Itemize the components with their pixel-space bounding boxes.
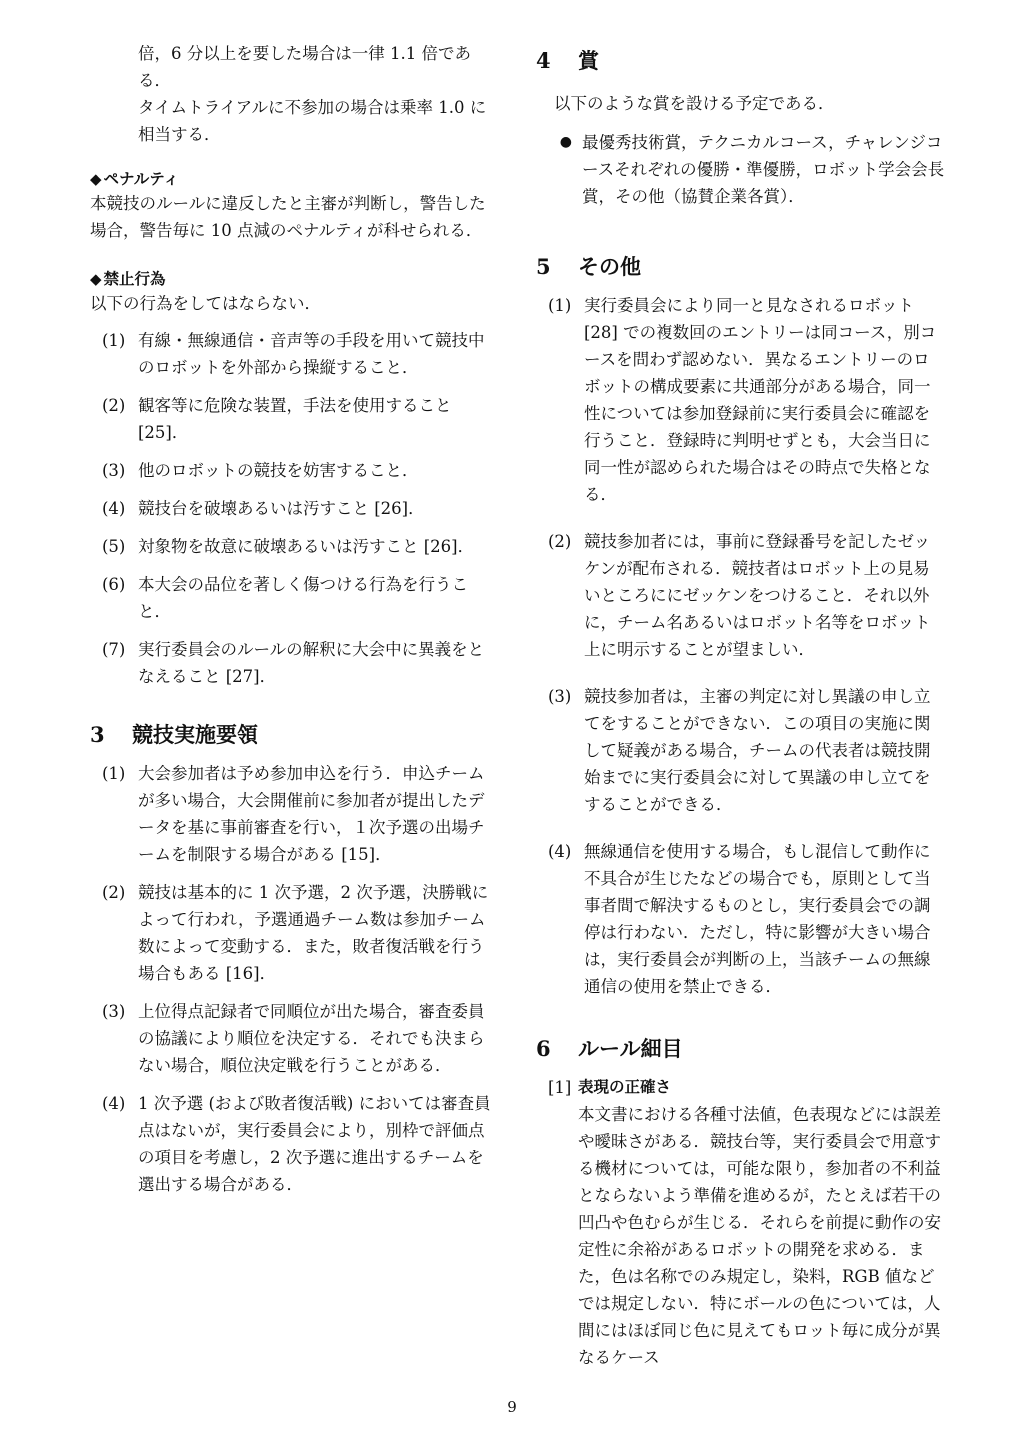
list-item: [536, 683, 946, 818]
item-number: (1): [548, 296, 572, 315]
bullet-text: 最優秀技術賞，テクニカルコース，チャレンジコースそれぞれの優勝・準優勝，ロボット学会会長賞，その他（協賛企業各賞）．: [582, 133, 945, 206]
item-text: 競技台を破壊あるいは汚すこと [26]．: [138, 499, 425, 518]
section-number: 4: [536, 48, 551, 73]
section-title: その他: [578, 255, 641, 279]
list-item: [536, 528, 946, 663]
continuation-line-1: 倍，6 分以上を要した場合は一律 1.1 倍である．: [138, 44, 471, 90]
left-column: [90, 40, 498, 1209]
item-text: 実行委員会により同一と見なされるロボット [28] での複数回のエントリーは同コース，別コースを問わず認めない．異なるエントリーのロボットの構成要素に共通部分がある場合，同一性については参加登録前に実行委員会に確認を行うこと．登録時に判明せずとも，大会当日に同一性が認められた場合はその時点で失格となる．: [584, 296, 937, 504]
item-number: (2): [102, 396, 126, 415]
item-text: 競技参加者には，事前に登録番号を記したゼッケンが配布される．競技者はロボット上の見易いところににゼッケンをつけること．それ以外に，チーム名あるいはロボット名等をロボット上に明示することが望ましい．: [584, 532, 931, 659]
item-number: (3): [548, 687, 572, 706]
item-number: (7): [102, 640, 126, 659]
prohibited-heading-text: 禁止行為: [103, 270, 166, 288]
item-number: (3): [102, 1002, 126, 1021]
item-number: (1): [102, 764, 126, 783]
page-number: 9: [507, 1398, 517, 1416]
item-text: 有線・無線通信・音声等の手段を用いて競技中のロボットを外部から操縦すること．: [138, 331, 485, 377]
item-text: 大会参加者は予め参加申込を行う．申込チームが多い場合，大会開催前に参加者が提出したデータを基に事前審査を行い，１次予選の出場チームを制限する場合がある [15]．: [138, 764, 485, 864]
list-item: [90, 495, 498, 522]
diamond-icon: ◆: [90, 270, 102, 288]
section-5-list: [536, 292, 946, 1000]
list-item: [90, 998, 498, 1079]
item-number: (2): [548, 532, 572, 551]
prohibited-heading: [90, 268, 498, 290]
section-title: 競技実施要領: [132, 723, 258, 747]
right-column: [536, 40, 946, 1371]
list-item: [90, 392, 498, 446]
prohibited-list: [90, 327, 498, 690]
section-3-list: [90, 760, 498, 1198]
item-number: (6): [102, 575, 126, 594]
rule-head: [536, 1074, 946, 1101]
rule-number: [1]: [548, 1078, 572, 1097]
item-number: (5): [102, 537, 126, 556]
item-number: (4): [102, 499, 126, 518]
list-item: [90, 760, 498, 868]
item-text: 競技は基本的に 1 次予選，2 次予選，決勝戦によって行われ，予選通過チーム数は参加チーム数によって変動する．また，敗者復活戦を行う場合もある [16]．: [138, 883, 489, 983]
list-item: [90, 636, 498, 690]
item-number: (4): [548, 842, 572, 861]
list-item: [90, 879, 498, 987]
item-text: 対象物を故意に破壊あるいは汚すこと [26]．: [138, 537, 475, 556]
bullet-item: [536, 129, 946, 210]
list-item: [90, 457, 498, 484]
item-text: 1 次予選 (および敗者復活戦) においては審査員点はないが，実行委員会により，別枠で評価点の項目を考慮し，2 次予選に進出するチームを選出する場合がある．: [138, 1094, 491, 1194]
section-6-heading: [536, 1034, 946, 1064]
list-item: [90, 571, 498, 625]
item-number: (1): [102, 331, 126, 350]
prohibited-intro: 以下の行為をしてはならない．: [90, 294, 321, 313]
item-text: 実行委員会のルールの解釈に大会中に異義をとなえること [27]．: [138, 640, 485, 686]
item-number: (4): [102, 1094, 126, 1113]
section-number: 6: [536, 1036, 551, 1061]
list-item: [536, 292, 946, 508]
diamond-icon: ◆: [90, 170, 102, 188]
list-item: [90, 327, 498, 381]
section-title: ルール細目: [578, 1037, 683, 1061]
item-number: (2): [102, 883, 126, 902]
continuation-line-2: タイムトライアルに不参加の場合は乗率 1.0 に相当する．: [138, 98, 487, 144]
continuation-block: [90, 40, 498, 148]
item-text: 無線通信を使用する場合，もし混信して動作に不具合が生じたなどの場合でも，原則として当事者間で解決するものとし，実行委員会での調停は行わない．ただし，特に影響が大きい場合は，実行委員会が判断の上，当該チームの無線通信の使用を禁止できる．: [584, 842, 931, 996]
item-text: 他のロボットの競技を妨害すること．: [138, 461, 419, 480]
item-text: 競技参加者は，主審の判定に対し異議の申し立てをすることができない．この項目の実施に関して疑義がある場合，チームの代表者は競技開始までに実行委員会に対して異議の申し立てをすることができる．: [584, 687, 931, 814]
section-number: 3: [90, 722, 105, 747]
section-title: 賞: [578, 49, 599, 73]
penalty-heading-text: ペナルティ: [103, 170, 180, 188]
section-4-heading: [536, 46, 946, 76]
section-5-heading: [536, 252, 946, 282]
penalty-text: 本競技のルールに違反したと主審が判断し，警告した場合，警告毎に 10 点減のペナルティが科せられる．: [90, 194, 486, 240]
section-3-heading: [90, 720, 498, 750]
list-item: [90, 533, 498, 560]
rule-title: 表現の正確さ: [578, 1078, 672, 1096]
penalty-heading: [90, 168, 498, 190]
section-number: 5: [536, 254, 551, 279]
item-text: 本大会の品位を著しく傷つける行為を行うこと．: [138, 575, 468, 621]
section-4-intro: 以下のような賞を設ける予定である．: [554, 94, 835, 113]
item-number: (3): [102, 461, 126, 480]
item-text: 上位得点記録者で同順位が出た場合，審査委員の協議により順位を決定する．それでも決まらない場合，順位決定戦を行うことがある．: [138, 1002, 485, 1075]
bullet-icon: ●: [559, 134, 572, 150]
item-text: 観客等に危険な装置，手法を使用すること [25]．: [138, 396, 452, 442]
rule-item-1: [536, 1074, 946, 1371]
list-item: [536, 838, 946, 1000]
rule-text: 本文書における各種寸法値，色表現などには誤差や曖昧さがある．競技台等，実行委員会で用意する機材については，可能な限り，参加者の不利益とならないよう準備を進めるが，たとえば若干の凹凸や色むらが生じる．それらを前提に動作の安定性に余裕があるロボットの開発を求める．また，色は名称でのみ規定し，染料，RGB 値などでは規定しない．特にボールの色については，人間にはほぼ同じ色に見えてもロット毎に成分が異なるケース: [578, 1105, 941, 1367]
list-item: [90, 1090, 498, 1198]
